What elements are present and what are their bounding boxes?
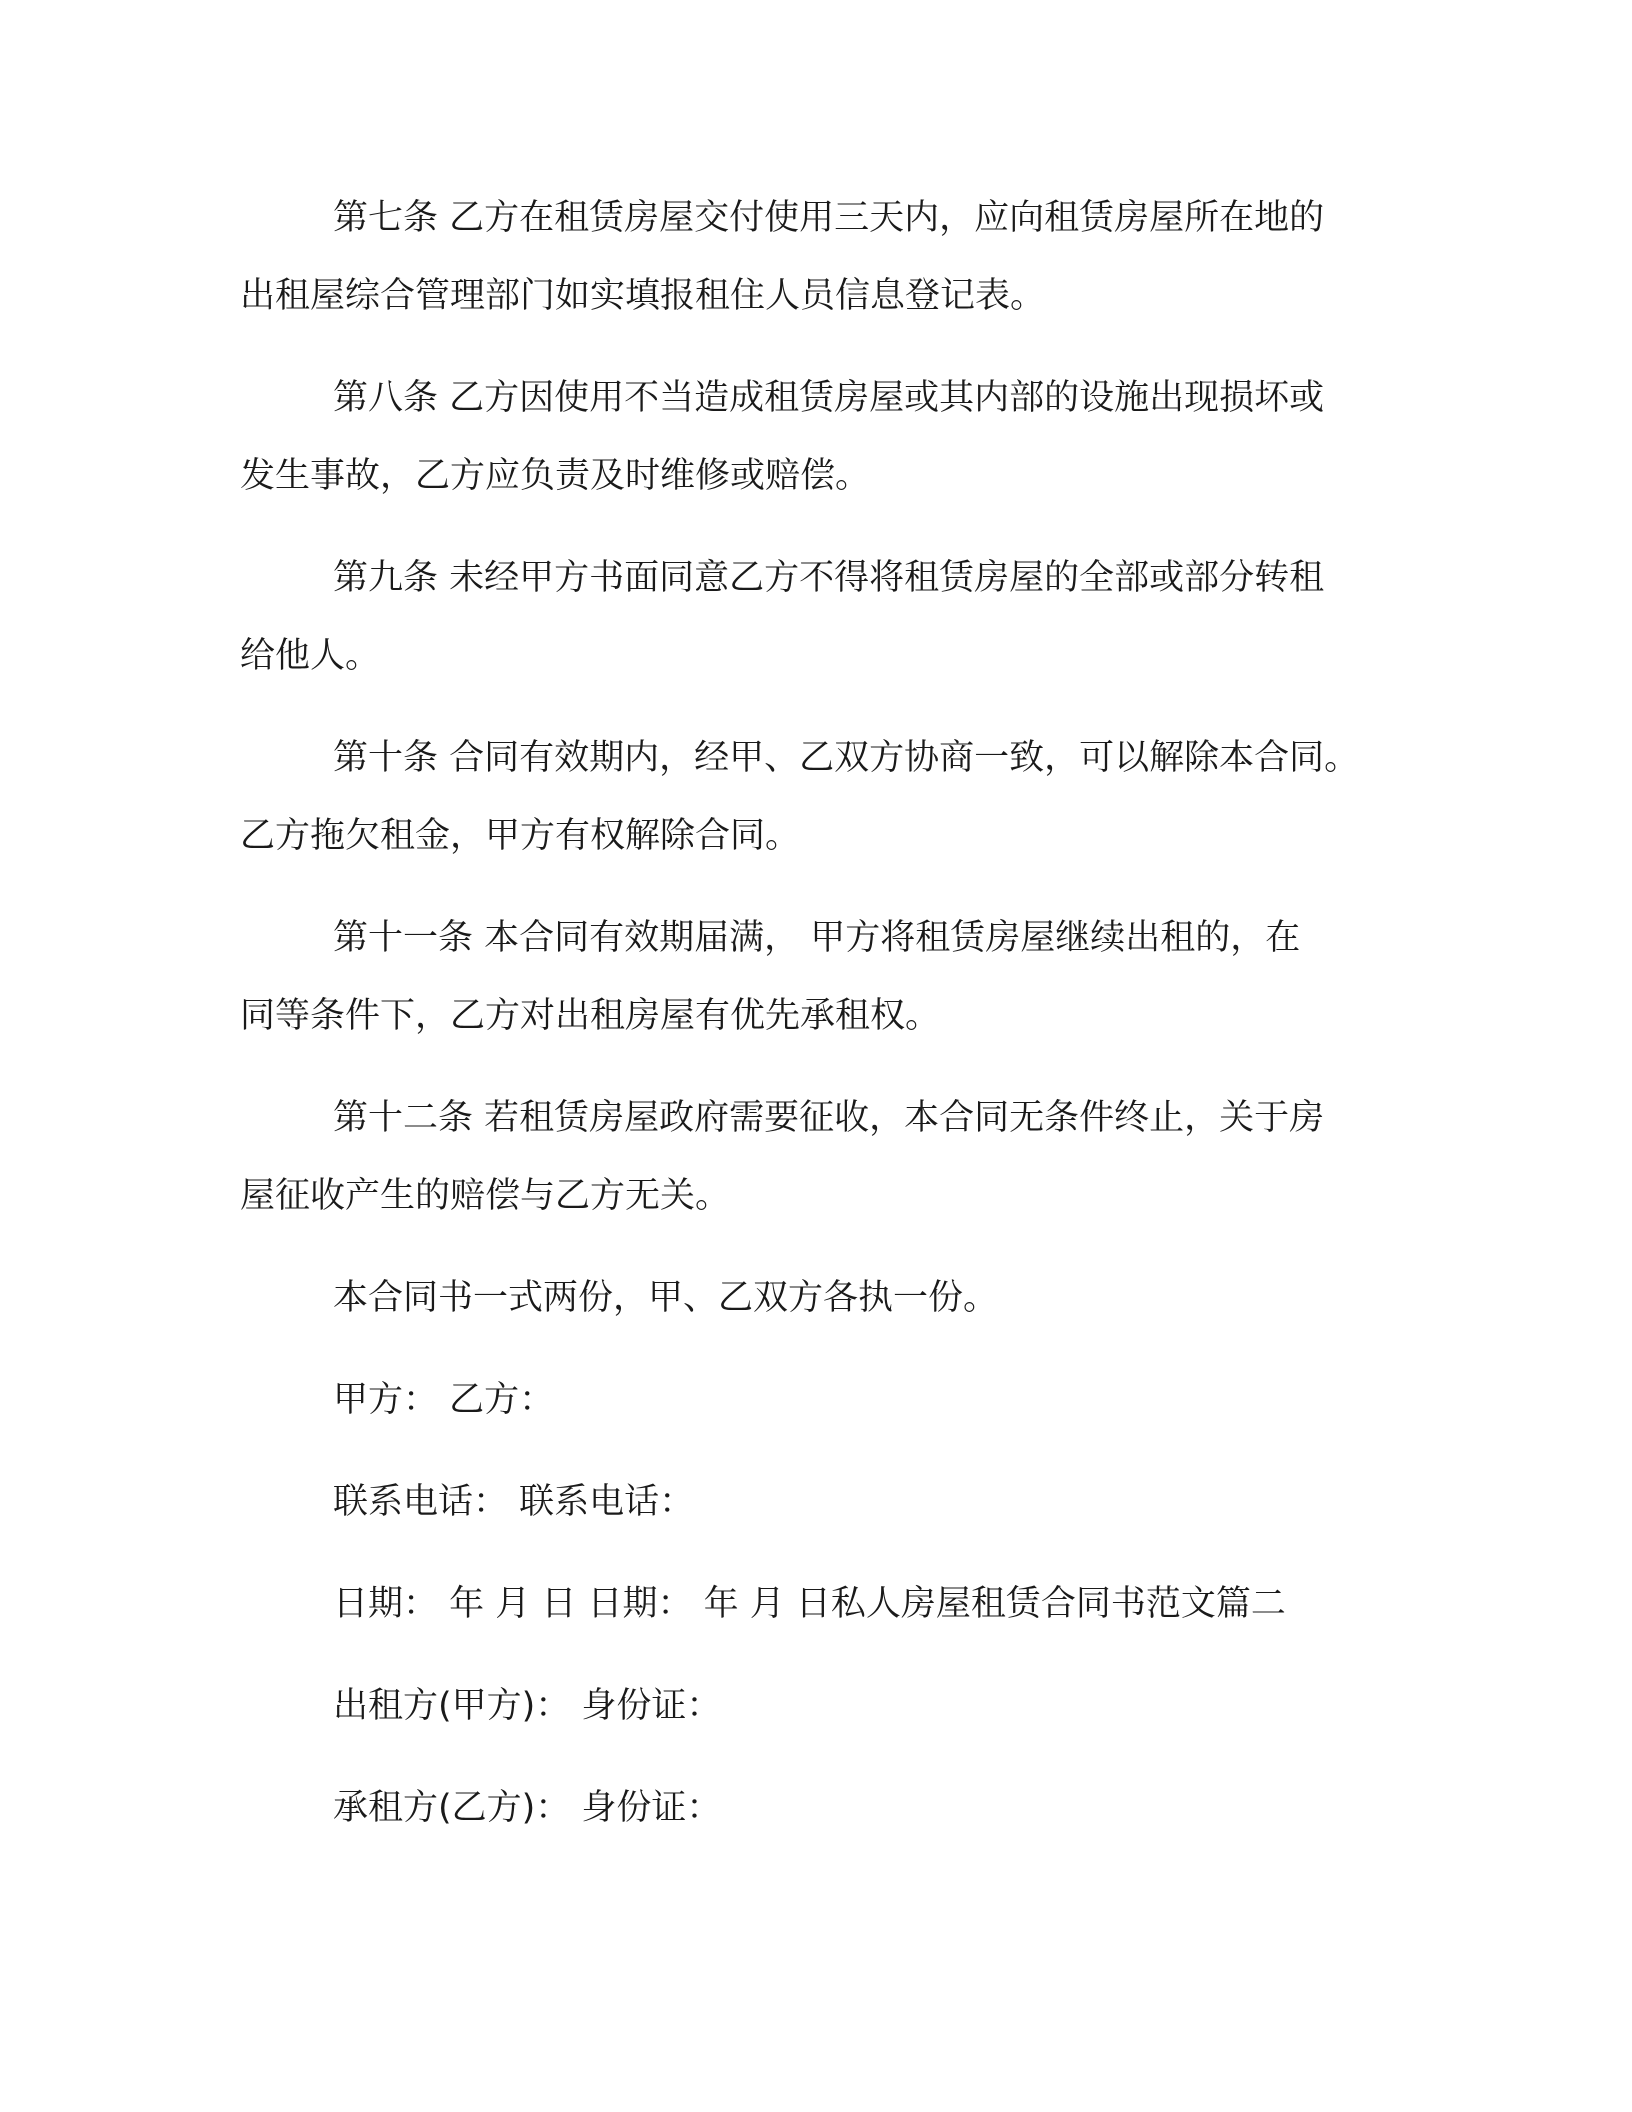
article-7-line-1: 第七条 乙方在租赁房屋交付使用三天内，应向租赁房屋所在地的 bbox=[333, 198, 1325, 238]
article-8-line-2: 发生事故，乙方应负责及时维修或赔偿。 bbox=[240, 456, 871, 496]
parties-line: 甲方： 乙方： bbox=[333, 1380, 555, 1420]
article-11-line-2: 同等条件下，乙方对出租房屋有优先承租权。 bbox=[240, 996, 941, 1036]
article-7-line-2: 出租屋综合管理部门如实填报租住人员信息登记表。 bbox=[240, 276, 1046, 316]
article-8-line-1: 第八条 乙方因使用不当造成租赁房屋或其内部的设施出现损坏或 bbox=[333, 378, 1325, 418]
article-9-line-2: 给他人。 bbox=[240, 636, 381, 676]
phone-line: 联系电话： 联系电话： bbox=[333, 1482, 695, 1522]
article-12-line-2: 屋征收产生的赔偿与乙方无关。 bbox=[240, 1176, 731, 1216]
date-line: 日期： 年 月 日 日期： 年 月 日私人房屋租赁合同书范文篇二 bbox=[333, 1584, 1286, 1624]
article-11-line-1: 第十一条 本合同有效期届满， 甲方将租赁房屋继续出租的，在 bbox=[333, 918, 1301, 958]
article-9-line-1: 第九条 未经甲方书面同意乙方不得将租赁房屋的全部或部分转租 bbox=[333, 558, 1325, 598]
lessee-line: 承租方(乙方)： 身份证： bbox=[333, 1788, 722, 1828]
lessor-line: 出租方(甲方)： 身份证： bbox=[333, 1686, 722, 1726]
article-10-line-1: 第十条 合同有效期内，经甲、乙双方协商一致，可以解除本合同。 bbox=[333, 738, 1360, 778]
article-12-line-1: 第十二条 若租赁房屋政府需要征收，本合同无条件终止，关于房 bbox=[333, 1098, 1325, 1138]
article-10-line-2: 乙方拖欠租金，甲方有权解除合同。 bbox=[240, 816, 801, 856]
copies-statement: 本合同书一式两份，甲、乙双方各执一份。 bbox=[333, 1278, 999, 1318]
